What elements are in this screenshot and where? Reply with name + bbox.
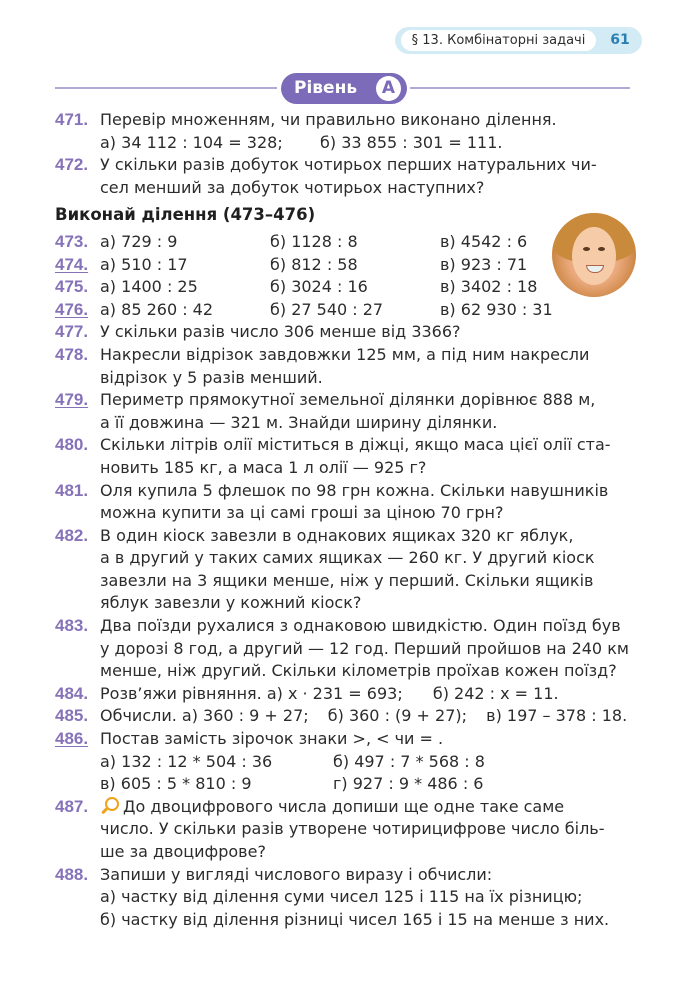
task-488: [55, 864, 633, 932]
task-471: [55, 109, 633, 154]
running-head: [395, 27, 642, 54]
exercise-list: [55, 109, 633, 931]
level-letter: А: [376, 76, 401, 101]
task-part-b: б) 242 : x = 11.: [432, 683, 559, 703]
task-part-c: в) 197 – 378 : 18.: [486, 706, 628, 726]
task-text: Периметр прямокутної земельної ділянки дорівнює 888 м,: [100, 390, 596, 410]
task-text: відрізок у 5 разів менший.: [100, 367, 323, 387]
task-part-b: б) 27 540 : 27: [270, 299, 384, 319]
task-text: а в другий у таких самих ящиках — 260 кг. У другий кіоск: [100, 548, 595, 568]
task-part-a: а) 85 260 : 42: [100, 299, 214, 319]
task-number: 473.: [55, 231, 89, 251]
task-475: [55, 276, 633, 299]
task-part-c: в) 923 : 71: [440, 254, 528, 274]
task-part-b: б) 1128 : 8: [270, 231, 358, 251]
task-474: [55, 254, 633, 277]
task-text: Два поїзди рухалися з однаковою швидкістю. Один поїзд був: [100, 616, 621, 636]
task-481: [55, 480, 633, 525]
task-part-a: а) 729 : 9: [100, 231, 178, 251]
task-part-b: б) 33 855 : 301 = 111.: [320, 132, 503, 152]
task-483: [55, 615, 633, 683]
task-part-a: а) 34 112 : 104 = 328;: [100, 132, 283, 152]
task-part-b: б) 360 : (9 + 27);: [327, 706, 468, 726]
divider-left: [55, 87, 277, 89]
task-number: 486.: [55, 729, 89, 749]
task-part-d: г) 927 : 9 * 486 : 6: [333, 774, 484, 794]
task-text: Обчисли. а) 360 : 9 + 27;: [100, 706, 309, 726]
task-part-a: а) 132 : 12 * 504 : 36: [100, 751, 273, 771]
task-text: Розв’яжи рівняння. а) x · 231 = 693;: [100, 683, 403, 703]
task-number: 484.: [55, 683, 89, 703]
task-text: а її довжина — 321 м. Знайди ширину ділянки.: [100, 412, 498, 432]
task-text: Скільки літрів олії міститься в діжці, якщо маса цієї олії ста-: [100, 435, 611, 455]
level-label: Рівень: [294, 78, 358, 98]
section-subhead: Виконай ділення (473–476): [55, 205, 316, 225]
task-text: новить 185 кг, а маса 1 л олії — 925 г?: [100, 457, 427, 477]
task-number: 471.: [55, 110, 89, 129]
task-number: 477.: [55, 322, 89, 342]
search-icon: [100, 797, 120, 815]
task-text: у дорозі 8 год, а другий — 12 год. Перший пройшов на 240 км: [100, 638, 629, 658]
task-number: 476.: [55, 299, 89, 319]
task-482: [55, 525, 633, 615]
page-number: 61: [610, 32, 630, 48]
level-badge: [281, 73, 407, 104]
task-number: 472.: [55, 155, 89, 175]
task-text: б) частку від ділення різниці чисел 165 і 15 на менше з них.: [100, 909, 610, 929]
task-text: Перевір множенням, чи правильно виконано ділення.: [100, 110, 557, 129]
task-part-c: в) 62 930 : 31: [440, 299, 553, 319]
task-text: ше за двоцифрове?: [100, 842, 266, 861]
task-number: 478.: [55, 344, 89, 364]
task-text: Накресли відрізок завдовжки 125 мм, а під ним накресли: [100, 344, 590, 364]
task-478: [55, 344, 633, 389]
task-part-b: б) 497 : 7 * 568 : 8: [333, 751, 485, 771]
task-485: [55, 705, 633, 728]
task-number: 488.: [55, 864, 89, 884]
task-486: [55, 728, 633, 796]
task-part-c: в) 605 : 5 * 810 : 9: [100, 774, 252, 794]
task-text: завезли на 3 ящики менше, ніж у перший. Скільки ящиків: [100, 570, 594, 590]
task-text: У скільки разів число 306 менше від 3366?: [100, 322, 461, 342]
task-text: а) частку від ділення суми чисел 125 і 115 на їх різницю;: [100, 887, 583, 907]
task-text: В один кіоск завезли в однакових ящиках 320 кг яблук,: [100, 525, 574, 545]
task-number: 487.: [55, 796, 89, 816]
divider-right: [410, 87, 630, 89]
section-title: § 13. Комбінаторні задачі: [401, 30, 596, 51]
task-484: [55, 683, 633, 706]
task-text: яблук завезли у кожний кіоск?: [100, 593, 362, 613]
task-476: [55, 299, 633, 322]
task-text: число. У скільки разів утворене чотирицифрове число біль-: [100, 819, 605, 839]
task-number: 475.: [55, 277, 89, 297]
task-480: [55, 434, 633, 479]
task-text: сел менший за добуток чотирьох наступних?: [100, 177, 485, 197]
task-part-c: в) 4542 : 6: [440, 231, 528, 251]
task-text: менше, ніж другий. Скільки кілометрів проїхав кожен поїзд?: [100, 661, 617, 681]
task-number: 485.: [55, 706, 89, 726]
task-part-b: б) 812 : 58: [270, 254, 358, 274]
task-473: [55, 231, 633, 254]
task-text: У скільки разів добуток чотирьох перших натуральних чи-: [100, 155, 597, 175]
task-number: 482.: [55, 525, 89, 545]
task-number: 474.: [55, 254, 89, 274]
task-text: Запиши у вигляді числового виразу і обчисли:: [100, 864, 493, 884]
task-479: [55, 389, 633, 434]
task-part-a: а) 510 : 17: [100, 254, 188, 274]
task-part-a: а) 1400 : 25: [100, 277, 198, 297]
task-part-b: б) 3024 : 16: [270, 277, 368, 297]
task-text: Постав замість зірочок знаки >, < чи = .: [100, 729, 444, 749]
task-487: [55, 796, 633, 864]
task-text: можна купити за ці самі гроші за ціною 70 грн?: [100, 503, 504, 523]
task-text: До двоцифрового числа допиши ще одне таке саме: [123, 796, 565, 816]
task-number: 480.: [55, 435, 89, 455]
task-number: 479.: [55, 390, 89, 410]
task-number: 483.: [55, 616, 89, 636]
task-number: 481.: [55, 480, 89, 500]
task-472: [55, 154, 633, 199]
task-part-c: в) 3402 : 18: [440, 277, 538, 297]
task-477: [55, 321, 633, 344]
task-text: Оля купила 5 флешок по 98 грн кожна. Скільки навушників: [100, 480, 609, 500]
